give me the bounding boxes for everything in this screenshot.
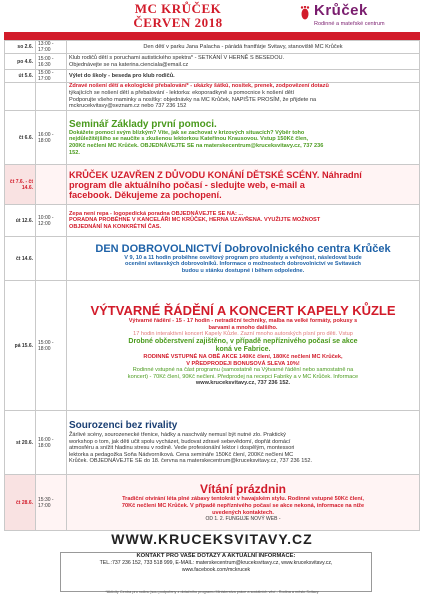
logo <box>300 2 416 34</box>
table-row: čt 28.6. 15:30 - 17:00 Vítání prázdnin Tradiční otvírání léta plné zábavy tentokrát v havajském stylu. Rodinné vstupné 50Kč člení, 70Kč nečleni MC Krůček. V případě nepříznivého počasí se akce nekoná, informace na níže uvedených kontaktech. OD 1. 2. FUNGUJE NOVÝ WEB - <box>5 475 420 531</box>
table-row: čt 6.6. 16:00 - 18:00 Seminář Základy první pomoci. Dokážete pomoci svým blízkým? Víte, jak se zachovat v krizových situacích? Výběr toho nejdůležitějšího se naučíte s zkušenou lektorkou Kateřinou Krausovou. Vstup 150Kč člen, 200Kč nečleni MC Krůček. OBJEDNÁVEJTE SE na materskecentrum@kruceksvitavy.cz, 737 236 152. <box>5 111 420 165</box>
table-row: Zdravé nošení dětí a ekologické přebalování* - ukázky šátků, nosítek, prenek, zodpovězení dotazů týkajících se nošení dětí a přebalování - lektorka: ekoporadkyně a pomocnice k nošení dětí Podporujte všeho maminky a nosítky: objednávky na MC Krůček, NAPIŠTE PROSÍM, že přijdete na mckrucekvitavy@seznam.cz nebo 737 236 152 <box>5 83 420 111</box>
footnote: *Aktivity Centra pro rodinu jsou podpořeny z dotačního programu Ministerstva práce a sociálních věcí - Rodina a město Svitavy <box>105 590 319 594</box>
row-date: so 2.6. <box>5 41 36 54</box>
row-time: 13:00 - 17:00 <box>36 41 67 54</box>
website-banner[interactable]: WWW.KRUCEKSVITAVY.CZ <box>111 531 313 547</box>
table-row <box>5 41 420 54</box>
table-row: út 12.6. 10:00 - 12:00 Zepa není repa - logopedická poradna OBJEDNÁVEJTE SE NA: ... PORADNA PROBĚHNE V KANCELÁŘI MC KRŮČEK, HERNA UZAVŘENA. VYUŽIJTE MOŽNOST OBJEDNÁNÍ NA KONKRÉTNÍ ČAS. <box>5 205 420 237</box>
column-header-bar <box>4 32 420 40</box>
contact-heading: KONTAKT PRO VAŠE DOTAZY A AKTUÁLNÍ INFORMACE: <box>136 553 296 559</box>
table-row: čt 14.6. DEN DOBROVOLNICTVÍ Dobrovolnického centra Krůček V 9, 10 a 11 hodin proběhne osvětový program pro studenty a veřejnost, následovat bude ocenění svitavských dobrovolníků. Informace o možnostech dobrovolnictví ve Svitavách budou u stánku dostupné i během odpoledne. <box>5 237 420 281</box>
footprint-icon <box>300 6 310 20</box>
page-title <box>118 2 238 30</box>
contact-line-1: TEL.:737 236 152, 733 518 999, E-MAIL: materskecentrum@kruceksvitavy.cz, www.kruceksvitavy.cz, <box>99 560 333 566</box>
contact-box <box>60 552 372 592</box>
title-line-2: ČERVEN 2018 <box>133 15 223 30</box>
row-event: Den dětí v parku Jana Palacha - párádá frantfárje Svitavy, stanoviště MC Krůček <box>67 41 420 54</box>
table-row: čt 7.6. - čt 14.6. KRŮČEK UZAVŘEN Z DŮVODU KONÁNÍ DĚTSKÉ SCÉNY. Náhradní program dle aktuálního počasí - sledujte web, e-mail a facebook. Děkujeme za pochopení. <box>5 165 420 205</box>
table-row: pá 15.6. 15:00 - 18:00 VÝTVARNÉ ŘÁDĚNÍ A KONCERT KAPELY KŮZLE Výtvarné řádění - 15 - 17 hodin - netradiční techniky, malba na velké formáty, pokusy s barvami a mnoho dalšího. 17 hodin interaktivní koncert Kapely Kůzle. Zazní mnoho autorských písní pro děti. Vstup Drobné občerstvení zajištěno, v případě nepříznivého počasí se akce koná ve Fabrice. RODINNÉ VSTUPNÉ NA OBĚ AKCE 140Kč člení, 180Kč nečleni MC Krůček, V PŘEDPRODEJI BONUSOVÁ SLEVA 10%! Rodinné vstupné na část programu (samostatně na Výtvarné řádění nebo samostatně na koncert) - 70Kč člení, 90Kč nečleni. Předprodej na recepci Fabriky a v MC Krůček. Informace www.kruceksvitavy.cz, 737 236 152. <box>5 281 420 411</box>
table-row: st 20.6. 16:00 - 18:00 Sourozenci bez rivality Žárlivé scény, sourozenecké třenice, hádky a naschvály nemusí být nutné zlo. Praktický workshop o tom, jak děti učit spolu vycházet, budovat zdravé sebevědomí, dopřát domácí atmosféru a snížit hladinu stresu v rodině. Vede profesionální lektor i dospělým, montessori lektorka a pedagožka Soňa Nádvorníková. Cena semináře 150Kč člení, 200Kč nečleni MC Krůček. OBJEDNÁVEJTE SE do 18. června na materskecentrum@kruceksvitavy.cz, 737 236 152. <box>5 411 420 475</box>
program-table <box>4 40 420 531</box>
contact-line-2[interactable]: www.facebook.com/mckrucek <box>181 566 251 573</box>
title-line-1: MC KRŮČEK <box>134 1 222 16</box>
logo-subtitle: Rodinné a mateřské centrum <box>314 21 385 27</box>
logo-name: Krůček <box>314 2 368 19</box>
table-row: po 4.6. 15:00 - 16:30 Klub rodičů dětí s poruchami autistického spektra* - SETKÁNÍ V HERNĚ S BESEDOU. Objednávejte se na katerina.cienciala@email.cz <box>5 54 420 70</box>
table-row: út 5.6. 15:00 - 17:00 Výlet do školy - beseda pro klub rodičů. <box>5 70 420 83</box>
